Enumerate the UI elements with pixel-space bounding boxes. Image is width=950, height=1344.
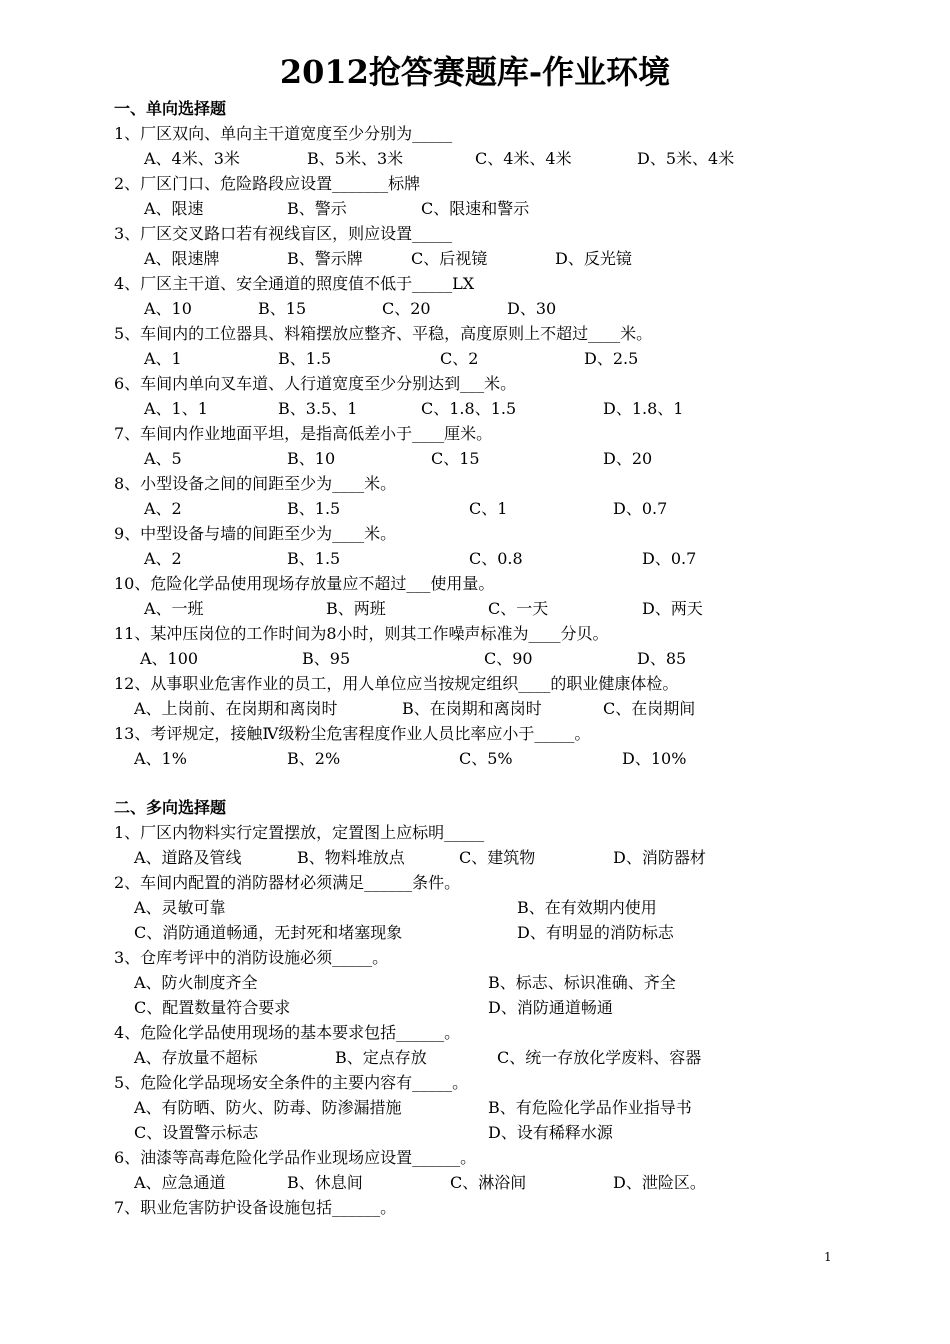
option-b: B、在岗期和离岗时 — [402, 699, 542, 718]
question-2-4: 4、危险化学品使用现场的基本要求包括______。 — [114, 1023, 461, 1042]
question-1-3: 3、厂区交叉路口若有视线盲区，则应设置_____ — [114, 224, 453, 243]
option-c: C、限速和警示 — [421, 199, 530, 218]
question-1-8: 8、小型设备之间的间距至少为____米。 — [114, 474, 397, 493]
option-a: A、2 — [144, 499, 182, 518]
options-1-10 — [114, 596, 914, 621]
option-d: D、0.7 — [642, 549, 697, 568]
option-b: B、15 — [258, 299, 307, 318]
options-1-12 — [114, 696, 914, 721]
option-b: B、警示牌 — [287, 249, 363, 268]
option-c: C、4米、4米 — [475, 149, 572, 168]
option-c: C、15 — [431, 449, 480, 468]
option-b: B、1.5 — [287, 549, 341, 568]
options-1-2 — [114, 196, 914, 221]
section-heading-multiple-choice: 二、多向选择题 — [114, 798, 227, 817]
option-d: D、10% — [622, 749, 687, 768]
question-1-11: 11、某冲压岗位的工作时间为8小时，则其工作噪声标准为____分贝。 — [114, 624, 609, 643]
option-c: C、配置数量符合要求 — [134, 998, 291, 1017]
option-c: C、1 — [469, 499, 508, 518]
options-2-5-row2 — [114, 1120, 914, 1145]
option-a: A、10 — [144, 299, 192, 318]
options-1-9 — [114, 546, 914, 571]
option-b: B、休息间 — [287, 1173, 363, 1192]
options-1-8 — [114, 496, 914, 521]
page-number: 1 — [824, 1250, 832, 1264]
question-1-4: 4、厂区主干道、安全通道的照度值不低于_____LX — [114, 274, 475, 293]
option-c: C、在岗期间 — [603, 699, 696, 718]
question-2-3: 3、仓库考评中的消防设施必须_____。 — [114, 948, 389, 967]
option-c: C、建筑物 — [459, 848, 536, 867]
options-2-5-row1 — [114, 1095, 914, 1120]
option-c: C、后视镜 — [411, 249, 488, 268]
section-heading-single-choice: 一、单向选择题 — [114, 99, 227, 118]
option-a: A、限速牌 — [144, 249, 220, 268]
option-c: C、20 — [382, 299, 431, 318]
options-2-2-row1 — [114, 895, 914, 920]
options-2-2-row2 — [114, 920, 914, 945]
section-spacer — [114, 771, 914, 795]
option-b: B、两班 — [326, 599, 386, 618]
option-b: B、定点存放 — [335, 1048, 427, 1067]
options-1-1 — [114, 146, 914, 171]
option-a: A、有防晒、防火、防毒、防渗漏措施 — [134, 1098, 402, 1117]
option-d: D、有明显的消防标志 — [517, 923, 674, 942]
question-2-5: 5、危险化学品现场安全条件的主要内容有_____。 — [114, 1073, 469, 1092]
option-d: D、设有稀释水源 — [488, 1123, 613, 1142]
question-1-1: 1、厂区双向、单向主干道宽度至少分别为_____ — [114, 124, 453, 143]
option-d: D、消防通道畅通 — [488, 998, 613, 1017]
option-d: D、30 — [507, 299, 557, 318]
question-1-5: 5、车间内的工位器具、料箱摆放应整齐、平稳，高度原则上不超过____米。 — [114, 324, 653, 343]
option-c: C、0.8 — [469, 549, 523, 568]
option-b: B、95 — [302, 649, 351, 668]
question-1-9: 9、中型设备与墙的间距至少为____米。 — [114, 524, 397, 543]
option-d: D、消防器材 — [613, 848, 706, 867]
option-a: A、一班 — [144, 599, 204, 618]
option-a: A、限速 — [144, 199, 204, 218]
option-d: D、1.8、1 — [603, 399, 684, 418]
option-b: B、物料堆放点 — [297, 848, 405, 867]
options-1-3 — [114, 246, 914, 271]
question-1-12: 12、从事职业危害作业的员工，用人单位应当按规定组织____的职业健康体检。 — [114, 674, 679, 693]
option-b: B、警示 — [287, 199, 347, 218]
option-a: A、1 — [144, 349, 182, 368]
option-c: C、设置警示标志 — [134, 1123, 259, 1142]
options-2-4 — [114, 1045, 914, 1070]
question-2-6: 6、油漆等高毒危险化学品作业现场应设置______。 — [114, 1148, 477, 1167]
options-1-7 — [114, 446, 914, 471]
question-1-2: 2、厂区门口、危险路段应设置_______标牌 — [114, 174, 421, 193]
question-2-2: 2、车间内配置的消防器材必须满足______条件。 — [114, 873, 461, 892]
option-c: C、淋浴间 — [450, 1173, 527, 1192]
option-a: A、存放量不超标 — [134, 1048, 258, 1067]
question-1-7: 7、车间内作业地面平坦，是指高低差小于____厘米。 — [114, 424, 493, 443]
option-d: D、泄险区。 — [613, 1173, 706, 1192]
option-a: A、5 — [144, 449, 182, 468]
option-a: A、100 — [140, 649, 199, 668]
option-c: C、90 — [484, 649, 533, 668]
option-d: D、反光镜 — [555, 249, 632, 268]
option-a: A、灵敏可靠 — [134, 898, 226, 917]
option-b: B、1.5 — [278, 349, 332, 368]
options-1-6 — [114, 396, 914, 421]
option-c: C、一天 — [488, 599, 549, 618]
options-2-6 — [114, 1170, 914, 1195]
options-2-3-row1 — [114, 970, 914, 995]
option-c: C、2 — [440, 349, 479, 368]
option-b: B、在有效期内使用 — [517, 898, 657, 917]
option-b: B、10 — [287, 449, 336, 468]
option-b: B、1.5 — [287, 499, 341, 518]
option-c: C、统一存放化学废料、容器 — [497, 1048, 702, 1067]
question-1-6: 6、车间内单向叉车道、人行道宽度至少分别达到___米。 — [114, 374, 517, 393]
option-d: D、5米、4米 — [637, 149, 735, 168]
question-1-10: 10、危险化学品使用现场存放量应不超过___使用量。 — [114, 574, 495, 593]
option-b: B、2% — [287, 749, 341, 768]
question-2-7: 7、职业危害防护设备设施包括______。 — [114, 1198, 397, 1217]
options-1-4 — [114, 296, 914, 321]
option-d: D、2.5 — [584, 349, 639, 368]
page-title: 2012抢答赛题库-作业环境 — [279, 53, 671, 91]
option-a: A、4米、3米 — [144, 149, 240, 168]
option-a: A、道路及管线 — [134, 848, 242, 867]
option-c: C、消防通道畅通，无封死和堵塞现象 — [134, 923, 403, 942]
option-d: D、两天 — [642, 599, 703, 618]
options-2-1 — [114, 845, 914, 870]
question-2-1: 1、厂区内物料实行定置摆放，定置图上应标明_____ — [114, 823, 485, 842]
option-d: D、0.7 — [613, 499, 668, 518]
options-1-13 — [114, 746, 914, 771]
option-a: A、1、1 — [144, 399, 208, 418]
option-a: A、1% — [134, 749, 187, 768]
option-a: A、防火制度齐全 — [134, 973, 258, 992]
option-d: D、85 — [637, 649, 687, 668]
options-2-3-row2 — [114, 995, 914, 1020]
options-1-5 — [114, 346, 914, 371]
option-b: B、标志、标识准确、齐全 — [488, 973, 676, 992]
question-1-13: 13、考评规定，接触Ⅳ级粉尘危害程度作业人员比率应小于_____。 — [114, 724, 591, 743]
option-c: C、5% — [459, 749, 513, 768]
option-d: D、20 — [603, 449, 653, 468]
option-b: B、5米、3米 — [307, 149, 404, 168]
options-1-11 — [114, 646, 914, 671]
option-a: A、2 — [144, 549, 182, 568]
option-a: A、上岗前、在岗期和离岗时 — [134, 699, 338, 718]
question-content — [114, 96, 914, 1220]
option-b: B、3.5、1 — [278, 399, 358, 418]
option-a: A、应急通道 — [134, 1173, 226, 1192]
option-b: B、有危险化学品作业指导书 — [488, 1098, 692, 1117]
option-c: C、1.8、1.5 — [421, 399, 517, 418]
